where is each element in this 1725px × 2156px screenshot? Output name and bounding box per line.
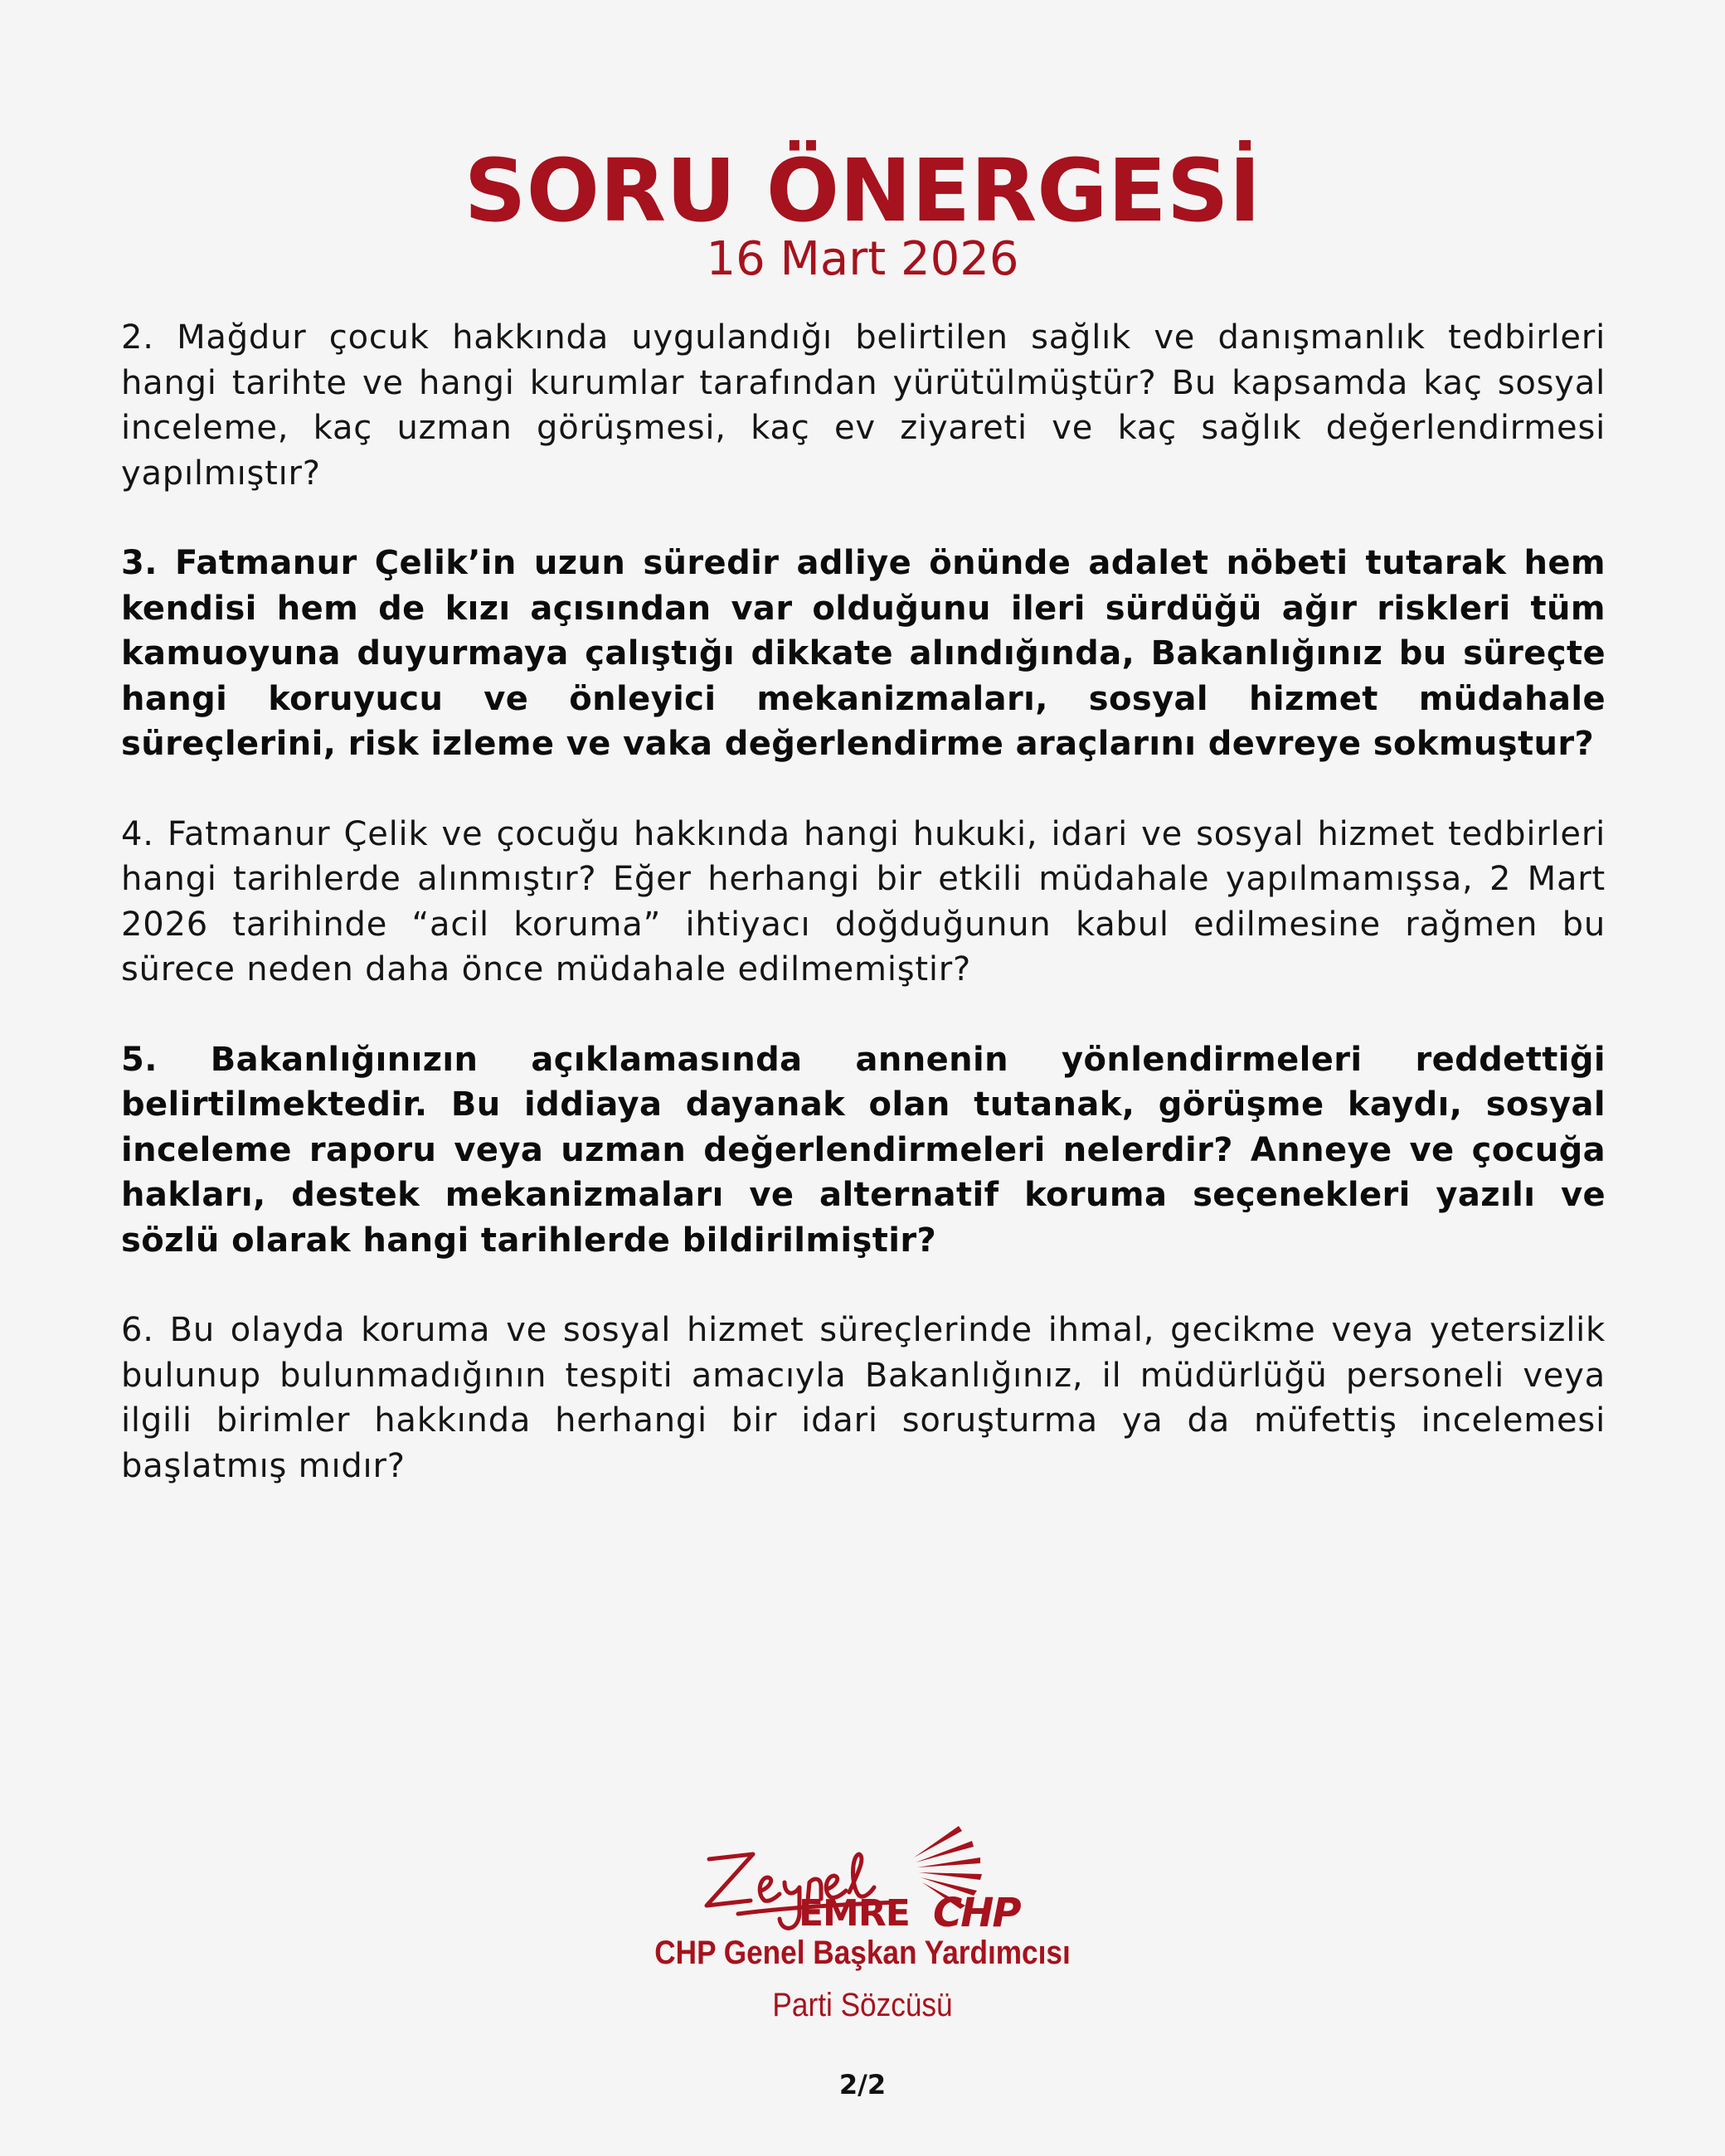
question-4: 4. Fatmanur Çelik ve çocuğu hakkında hangi hukuki, idari ve sosyal hizmet tedbirleri hangi tarihlerde alınmıştır? Eğer herhangi bir etkili müdahale yapılmamışsa, 2 Mart 2026 tarihinde “acil koruma” ihtiyacı doğduğunun kabul edilmesine rağmen bu sürece neden daha önce müdahale edilmemiştir? xyxy=(121,814,1606,988)
signatory-role: CHP Genel Başkan Yardımcısı xyxy=(654,1935,1071,1971)
question-2: 2. Mağdur çocuk hakkında uygulandığı belirtilen sağlık ve danışmanlık tedbirleri hangi tarihte ve hangi kurumlar tarafından yürütülmüştür? Bu kapsamda kaç sosyal inceleme, kaç uzman görüşmesi, kaç ev ziyareti ve kaç sağlık değerlendirmesi yapılmıştır? xyxy=(121,318,1606,493)
signatory-subrole: Parti Sözcüsü xyxy=(772,1987,953,2023)
page-title: SORU ÖNERGESİ xyxy=(464,140,1261,241)
question-list xyxy=(121,315,1606,1533)
question-3: 3. Fatmanur Çelik’in uzun süredir adliye önünde adalet nöbeti tutarak hem kendisi hem de kızı açısından var olduğunu ileri sürdüğü ağır riskleri tüm kamuoyuna duyurmaya çalıştığı dikkate alındığında, Bakanlığınız bu süreçte hangi koruyucu ve önleyici mekanizmaları, sosyal hizmet müdahale süreçlerini, risk izleme ve vaka değerlendirme araçlarını devreye sokmuştur? xyxy=(121,544,1606,763)
question-6: 6. Bu olayda koruma ve sosyal hizmet süreçlerinde ihmal, gecikme veya yetersizlik bulunup bulunmadığının tespiti amacıyla Bakanlığınız, il müdürlüğü personeli veya ilgili birimler hakkında herhangi bir idari soruşturma ya da müfettiş incelemesi başlatmış mıdır? xyxy=(121,1311,1606,1485)
question-5: 5. Bakanlığınızın açıklamasında annenin yönlendirmeleri reddettiği belirtilmektedir. Bu iddiaya dayanak olan tutanak, görüşme kaydı, sosyal inceleme raporu veya uzman değerlendirmeleri nelerdir? Anneye ve çocuğa hakları, destek mekanizmaları ve alternatif koruma seçenekleri yazılı ve sözlü olarak hangi tarihlerde bildirilmiştir? xyxy=(121,1040,1606,1260)
document-date: 16 Mart 2026 xyxy=(706,232,1019,286)
signature-surname: EMRE xyxy=(799,1892,910,1935)
party-logo-text: CHP xyxy=(933,1890,1020,1936)
page-number: 2/2 xyxy=(838,2069,887,2100)
